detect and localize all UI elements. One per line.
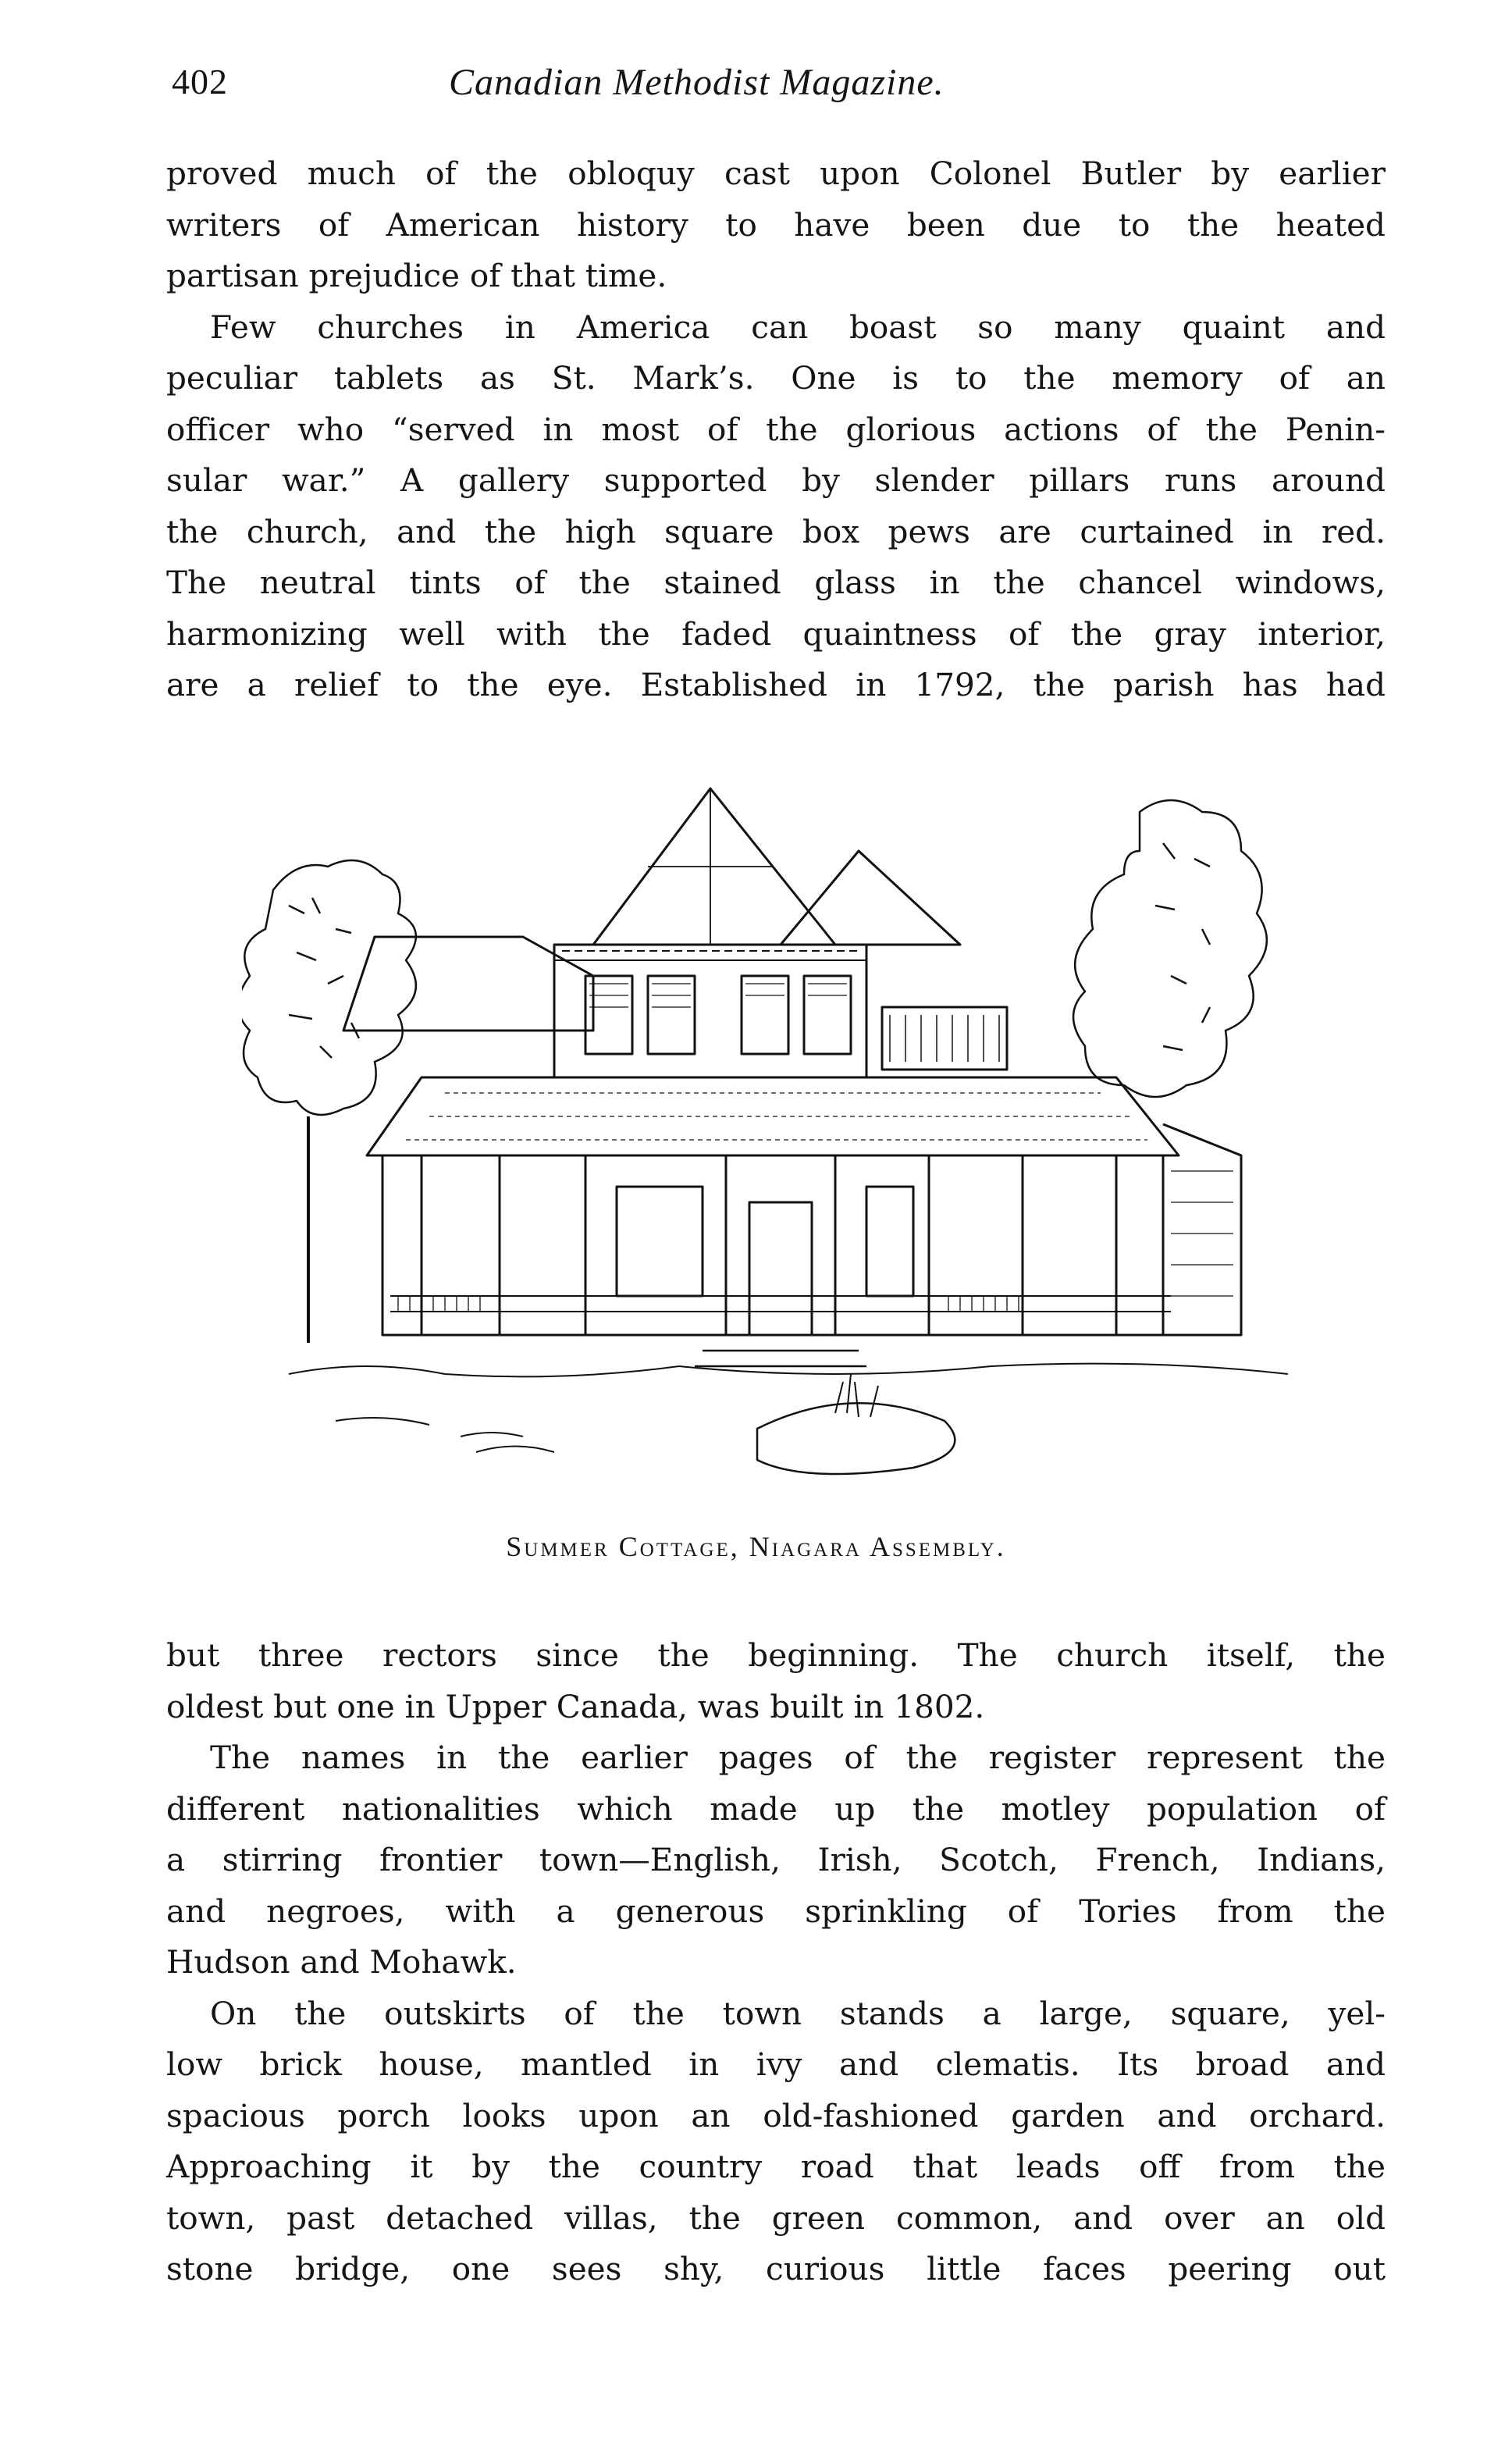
upper-storey bbox=[554, 945, 866, 1077]
top-text-block bbox=[166, 148, 1386, 711]
text-line: spacious porch looks upon an old-fashioned garden and orchard. bbox=[166, 2096, 1386, 2134]
page-header bbox=[172, 61, 1389, 116]
text-line: different nationalities which made up the motley population of bbox=[166, 1789, 1386, 1828]
text-line: Approaching it by the country road that leads off from the bbox=[166, 2148, 1386, 2185]
text-line: The neutral tints of the stained glass in the chancel windows, bbox=[166, 564, 1386, 601]
text-line: Hudson and Mohawk. bbox=[166, 1943, 517, 1981]
text-line: but three rectors since the beginning. The church itself, the bbox=[166, 1636, 1386, 1674]
text-line: and negroes, with a generous sprinkling of Tories from the bbox=[166, 1892, 1386, 1930]
text-line: oldest but one in Upper Canada, was built in 1802. bbox=[166, 1687, 985, 1725]
text-line: a stirring frontier town—English, Irish, Scotch, French, Indians, bbox=[166, 1841, 1386, 1878]
illustration-caption bbox=[0, 1530, 1512, 1563]
text-line: partisan prejudice of that time. bbox=[166, 257, 667, 294]
text-line: writers of American history to have been due to the heated bbox=[166, 205, 1386, 244]
page-number: 402 bbox=[172, 62, 228, 101]
text-line: the church, and the high square box pews are curtained in red. bbox=[166, 512, 1386, 550]
text-line: harmonizing well with the faded quaintness of the gray interior, bbox=[166, 614, 1386, 653]
running-title: Canadian Methodist Magazine. bbox=[449, 62, 945, 103]
left-tree bbox=[242, 860, 416, 1343]
bottom-text-block bbox=[166, 1630, 1386, 2295]
text-line: town, past detached villas, the green common, and over an old bbox=[166, 2198, 1386, 2237]
right-gable-roof bbox=[781, 851, 960, 945]
left-wing-roof bbox=[343, 937, 593, 1031]
text-line: stone bridge, one sees shy, curious little faces peering out bbox=[166, 2250, 1386, 2287]
text-line: are a relief to the eye. Established in 1792, the parish has had bbox=[166, 666, 1386, 703]
text-line: low brick house, mantled in ivy and clematis. Its broad and bbox=[166, 2045, 1386, 2083]
text-line: proved much of the obloquy cast upon Colonel Butler by earlier bbox=[166, 155, 1386, 192]
text-line: officer who “served in most of the glorious actions of the Penin- bbox=[166, 410, 1386, 448]
caption-text: Summer Cottage, Niagara Assembly. bbox=[506, 1531, 1006, 1562]
cottage-illustration bbox=[242, 749, 1319, 1483]
garden-bed bbox=[757, 1403, 955, 1474]
right-tree bbox=[1073, 800, 1267, 1097]
text-line: The names in the earlier pages of the register represent the bbox=[210, 1739, 1386, 1776]
text-line: On the outskirts of the town stands a large, square, yel- bbox=[210, 1994, 1386, 2032]
text-line: Few churches in America can boast so many quaint and bbox=[210, 308, 1386, 346]
text-line: peculiar tablets as St. Mark’s. One is to the memory of an bbox=[166, 359, 1386, 397]
text-line: sular war.” A gallery supported by slender pillars runs around bbox=[166, 461, 1386, 499]
